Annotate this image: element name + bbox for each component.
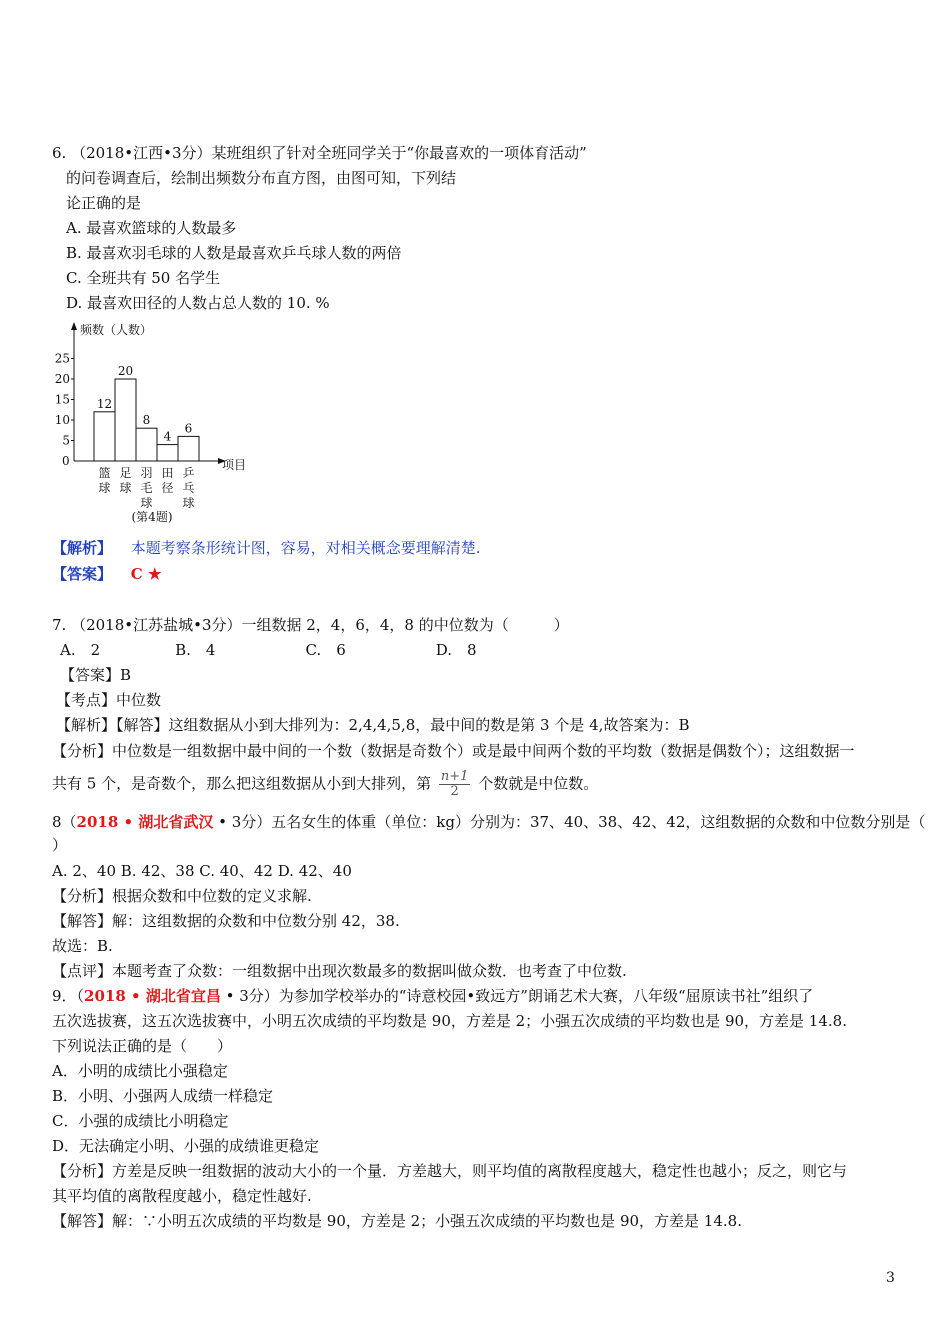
q7-line1: 7. （2018•江苏盐城•3分）一组数据 2，4，6，4，8 的中位数为（ ） [52,616,569,634]
page-number: 3 [886,1270,895,1286]
x-tick-label: 足 [119,466,132,480]
fraction [439,770,471,799]
q6-line2: 的问卷调查后，绘制出频数分布直方图，由图可知，下列结 [66,169,457,187]
q9-line2: 五次选拔赛，这五次选拔赛中，小明五次成绩的平均数是 90，方差是 2；小强五次成绩的平均数也是 90，方差是 14.8. [52,1012,847,1030]
q9-line3: 下列说法正确的是（ ） [52,1037,233,1055]
chart-labels [55,322,246,524]
bar-data-label: 6 [184,421,193,436]
bar-data-label: 20 [117,364,134,378]
q9-number: 9．（ [52,987,85,1005]
q8-fenxi: 【分析】根据众数和中位数的定义求解. [52,887,312,905]
origin-label: 0 [62,454,70,468]
x-tick-label: 羽 [140,466,153,480]
q7-fenxi-text-a: 共有 5 个，是奇数个，那么把这组数据从小到大排列，第 [52,774,432,793]
q8-source: 2018 • 湖北省武汉 [76,813,214,831]
answer-text: C ★ [130,565,162,583]
q6-option-a: A. 最喜欢篮球的人数最多 [66,219,237,237]
q7-fenxi-text-b: 个数就是中位数。 [478,774,599,793]
q6-analysis [52,538,481,558]
q8-number: 8（ [52,813,77,831]
x-tick-label: 毛 [140,481,153,495]
q7-fenxi-line1: 【分析】中位数是一组数据中最中间的一个数（数据是奇数个）或是最中间两个数的平均数（数据是偶数个）；这组数据一 [52,742,855,760]
q9-fenxi-line2: 其平均值的离散程度越小，稳定性越好. [52,1187,312,1205]
q6-line3: 论正确的是 [66,194,142,212]
bar [94,412,115,461]
q9-line1 [52,986,813,1006]
q7-analysis: 【解析】【解答】这组数据从小到大排列为：2,4,4,5,8，最中间的数是第 3 个是 4,故答案为：B [56,716,690,734]
q8-jieda: 【解答】解：这组数据的众数和中位数分别 42，38. [52,912,400,930]
q9-option-a: A．小明的成绩比小强稳定 [52,1062,228,1080]
bar-data-label: 8 [142,413,151,428]
q6-option-c: C. 全班共有 50 名学生 [66,269,221,287]
histogram-chart [52,318,282,528]
q7-point: 【考点】中位数 [56,691,162,709]
x-tick-label: 球 [119,481,132,495]
bar-data-label: 12 [96,396,113,411]
fraction-numerator: n+1 [440,769,469,784]
bar [157,445,178,461]
q7-options: A. 2 B. 4 C. 6 D. 8 [60,641,477,659]
analysis-tag: 【解析】 [52,539,113,557]
q8-dianping: 【点评】本题考查了众数：一组数据中出现次数最多的数据叫做众数．也考查了中位数. [52,962,627,980]
q8-xuan: 故选：B. [52,937,113,955]
q6-answer [52,564,161,584]
answer-tag: 【答案】 [52,565,113,583]
y-axis-arrow [71,322,77,330]
q9-text: • 3分）为参加学校举办的“诗意校园•致远方”朗诵艺术大赛，八年级“屈原读书社”组织了 [220,987,814,1005]
q8-line1 [52,812,925,832]
q9-source: 2018 • 湖北省宜昌 [84,987,221,1005]
x-tick-label: 球 [140,496,153,510]
x-tick-label: 乓 [182,481,195,495]
q7-fenxi-line2 [52,770,598,799]
q9-fenxi-line1: 【分析】方差是反映一组数据的波动大小的一个量．方差越大，则平均值的离散程度越大，稳定性也越小；反之，则它与 [52,1162,848,1180]
analysis-text: 本题考察条形统计图，容易，对相关概念要理解清楚. [130,539,481,557]
q8-close: ） [52,836,68,854]
x-tick-label: 篮 [98,466,111,480]
y-tick-label: 20 [54,372,70,386]
q9-option-b: B．小明、小强两人成绩一样稳定 [52,1087,274,1105]
x-tick-label: 乒 [182,466,195,480]
q8-text: • 3分）五名女生的体重（单位：kg）分别为：37、40、38、42、42，这组数据的众数和中位数分别是（ [213,813,926,831]
x-tick-label: 径 [161,481,174,495]
bar [136,428,157,461]
y-tick-label: 5 [62,433,70,448]
fraction-denominator: 2 [450,784,459,799]
bar-data-label: 4 [163,429,172,444]
x-axis-label: 项目 [222,458,247,472]
chart-caption: (第4题) [131,510,173,524]
q6-option-b: B. 最喜欢羽毛球的人数是最喜欢乒乓球人数的两倍 [66,244,402,262]
x-tick-label: 田 [161,466,174,480]
y-tick-label: 10 [54,413,70,427]
q6-option-d: D. 最喜欢田径的人数占总人数的 10. % [66,294,330,312]
x-tick-label: 球 [98,481,111,495]
x-tick-label: 球 [182,496,195,510]
bar [115,379,136,461]
bar [178,436,199,461]
q9-jieda: 【解答】解：∵小明五次成绩的平均数是 90，方差是 2；小强五次成绩的平均数也是 90，方差是 14.8. [52,1212,742,1230]
q6-line1: 6. （2018•江西•3分）某班组织了针对全班同学关于“你最喜欢的一项体育活动” [52,144,587,162]
q9-option-c: C．小强的成绩比小明稳定 [52,1112,229,1130]
y-tick-label: 25 [54,351,70,366]
q7-answer: 【答案】B [60,666,132,684]
y-axis-label: 频数（人数） [80,323,153,337]
q9-option-d: D．无法确定小明、小强的成绩谁更稳定 [52,1137,320,1155]
y-tick-label: 15 [54,392,70,407]
q8-options: A. 2、40 B. 42、38 C. 40、42 D. 42、40 [52,862,352,880]
